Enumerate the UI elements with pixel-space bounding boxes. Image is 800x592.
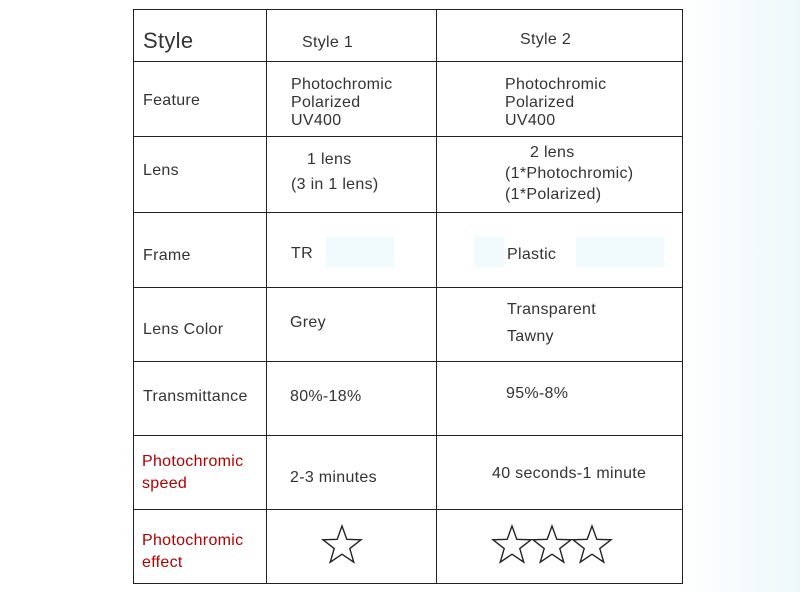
style1-transmittance: 80%-18% bbox=[290, 388, 362, 405]
style1-feature-polarized: Polarized bbox=[291, 94, 361, 111]
label-feature: Feature bbox=[143, 92, 201, 109]
star-outline-icon bbox=[573, 526, 611, 562]
background-gradient bbox=[680, 0, 800, 592]
row-divider bbox=[134, 61, 682, 62]
faint-highlight bbox=[326, 237, 394, 267]
style2-lens-color-tawny: Tawny bbox=[507, 328, 554, 345]
rating-stars bbox=[490, 523, 614, 567]
style1-frame: TR bbox=[291, 245, 313, 262]
header-style-1: Style 1 bbox=[302, 34, 354, 51]
style2-lens-polarized: (1*Polarized) bbox=[505, 186, 602, 203]
style2-photochromic-speed: 40 seconds-1 minute bbox=[492, 465, 647, 482]
style2-effect-rating bbox=[490, 523, 614, 567]
spec-table bbox=[133, 9, 683, 584]
star-outline-icon bbox=[493, 526, 531, 562]
row-divider bbox=[134, 509, 682, 510]
faint-highlight bbox=[474, 237, 504, 267]
style2-frame: Plastic bbox=[507, 246, 557, 263]
label-photochromic-speed-line2: speed bbox=[142, 475, 188, 492]
style2-transmittance: 95%-8% bbox=[506, 385, 569, 402]
style2-lens-count: 2 lens bbox=[530, 144, 575, 161]
rating-stars bbox=[320, 523, 364, 567]
style1-feature-photochromic: Photochromic bbox=[291, 76, 393, 93]
label-photochromic-effect-line2: effect bbox=[142, 554, 183, 571]
header-style: Style bbox=[143, 28, 194, 53]
style1-lens-color: Grey bbox=[290, 314, 326, 331]
star-outline-icon bbox=[323, 526, 361, 562]
style2-lens-photochromic: (1*Photochromic) bbox=[505, 165, 634, 182]
column-divider bbox=[266, 10, 267, 583]
faint-highlight bbox=[576, 237, 664, 267]
style1-photochromic-speed: 2-3 minutes bbox=[290, 469, 377, 486]
label-photochromic-speed-line1: Photochromic bbox=[142, 453, 244, 470]
label-lens: Lens bbox=[143, 162, 179, 179]
star-outline-icon bbox=[533, 526, 571, 562]
label-transmittance: Transmittance bbox=[143, 388, 248, 405]
label-frame: Frame bbox=[143, 247, 191, 264]
row-divider bbox=[134, 287, 682, 288]
style2-feature-photochromic: Photochromic bbox=[505, 76, 607, 93]
label-lens-color: Lens Color bbox=[143, 321, 224, 338]
row-divider bbox=[134, 136, 682, 137]
style2-feature-uv400: UV400 bbox=[505, 112, 556, 129]
style1-feature-uv400: UV400 bbox=[291, 112, 342, 129]
style1-lens-detail: (3 in 1 lens) bbox=[291, 176, 379, 193]
row-divider bbox=[134, 212, 682, 213]
style2-lens-color-transparent: Transparent bbox=[507, 301, 596, 318]
row-divider bbox=[134, 361, 682, 362]
style1-effect-rating bbox=[320, 523, 364, 567]
style1-lens-count: 1 lens bbox=[307, 151, 352, 168]
column-divider bbox=[436, 10, 437, 583]
header-style-2: Style 2 bbox=[520, 31, 572, 48]
row-divider bbox=[134, 435, 682, 436]
label-photochromic-effect-line1: Photochromic bbox=[142, 532, 244, 549]
style2-feature-polarized: Polarized bbox=[505, 94, 575, 111]
